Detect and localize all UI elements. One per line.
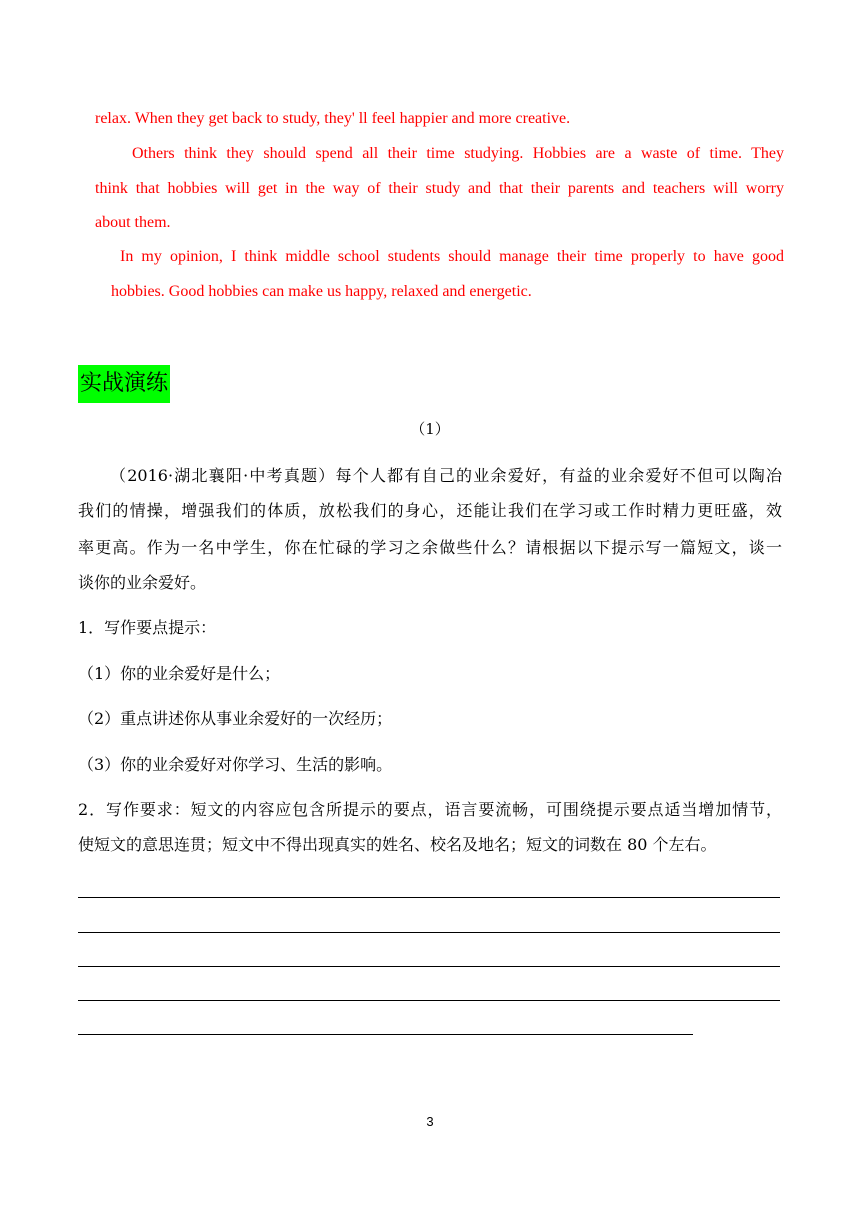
prompt-line-4: 谈你的业余爱好。 — [78, 573, 207, 592]
prompt-line-3: 率更高。作为一名中学生，你在忙碌的学习之余做些什么？请根据以下提示写一篇短文，谈一 — [78, 538, 782, 557]
requirements-line-1: 2．写作要求：短文的内容应包含所提示的要点，语言要流畅，可围绕提示要点适当增加情节， — [78, 800, 782, 819]
point-1: （1）你的业余爱好是什么； — [78, 664, 281, 683]
essay-paragraph-2-line-2: think that hobbies will get in the way of their study and that their parents and teachers will worry — [95, 180, 784, 197]
prompt-line-2: 我们的情操，增强我们的体质，放松我们的身心，还能让我们在学习或工作时精力更旺盛，效 — [78, 501, 782, 520]
prompt-line-1: （2016·湖北襄阳·中考真题）每个人都有自己的业余爱好，有益的业余爱好不但可以陶冶 — [110, 466, 782, 485]
essay-paragraph-3-line-2: hobbies. Good hobbies can make us happy, relaxed and energetic. — [111, 283, 532, 300]
answer-line-3[interactable] — [78, 966, 780, 967]
essay-paragraph-2-line-3: about them. — [95, 214, 171, 231]
answer-line-2[interactable] — [78, 932, 780, 933]
question-number: （1） — [410, 420, 450, 438]
answer-line-1[interactable] — [78, 897, 780, 898]
essay-paragraph-1: relax. When they get back to study, they' ll feel happier and more creative. — [95, 110, 571, 127]
point-2: （2）重点讲述你从事业余爱好的一次经历； — [78, 709, 393, 728]
point-3: （3）你的业余爱好对你学习、生活的影响。 — [78, 755, 393, 774]
page-number: 3 — [426, 1114, 434, 1129]
points-title: 1．写作要点提示： — [78, 618, 217, 637]
requirements-line-2: 使短文的意思连贯；短文中不得出现真实的姓名、校名及地名；短文的词数在 80 个左右。 — [78, 835, 717, 854]
section-heading: 实战演练 — [78, 365, 170, 403]
answer-line-4[interactable] — [78, 1000, 780, 1001]
answer-line-5[interactable] — [78, 1034, 693, 1035]
essay-paragraph-3-line-1: In my opinion, I think middle school students should manage their time properly to have good — [120, 248, 784, 265]
essay-paragraph-2-line-1: Others think they should spend all their time studying. Hobbies are a waste of time. They — [132, 145, 784, 162]
